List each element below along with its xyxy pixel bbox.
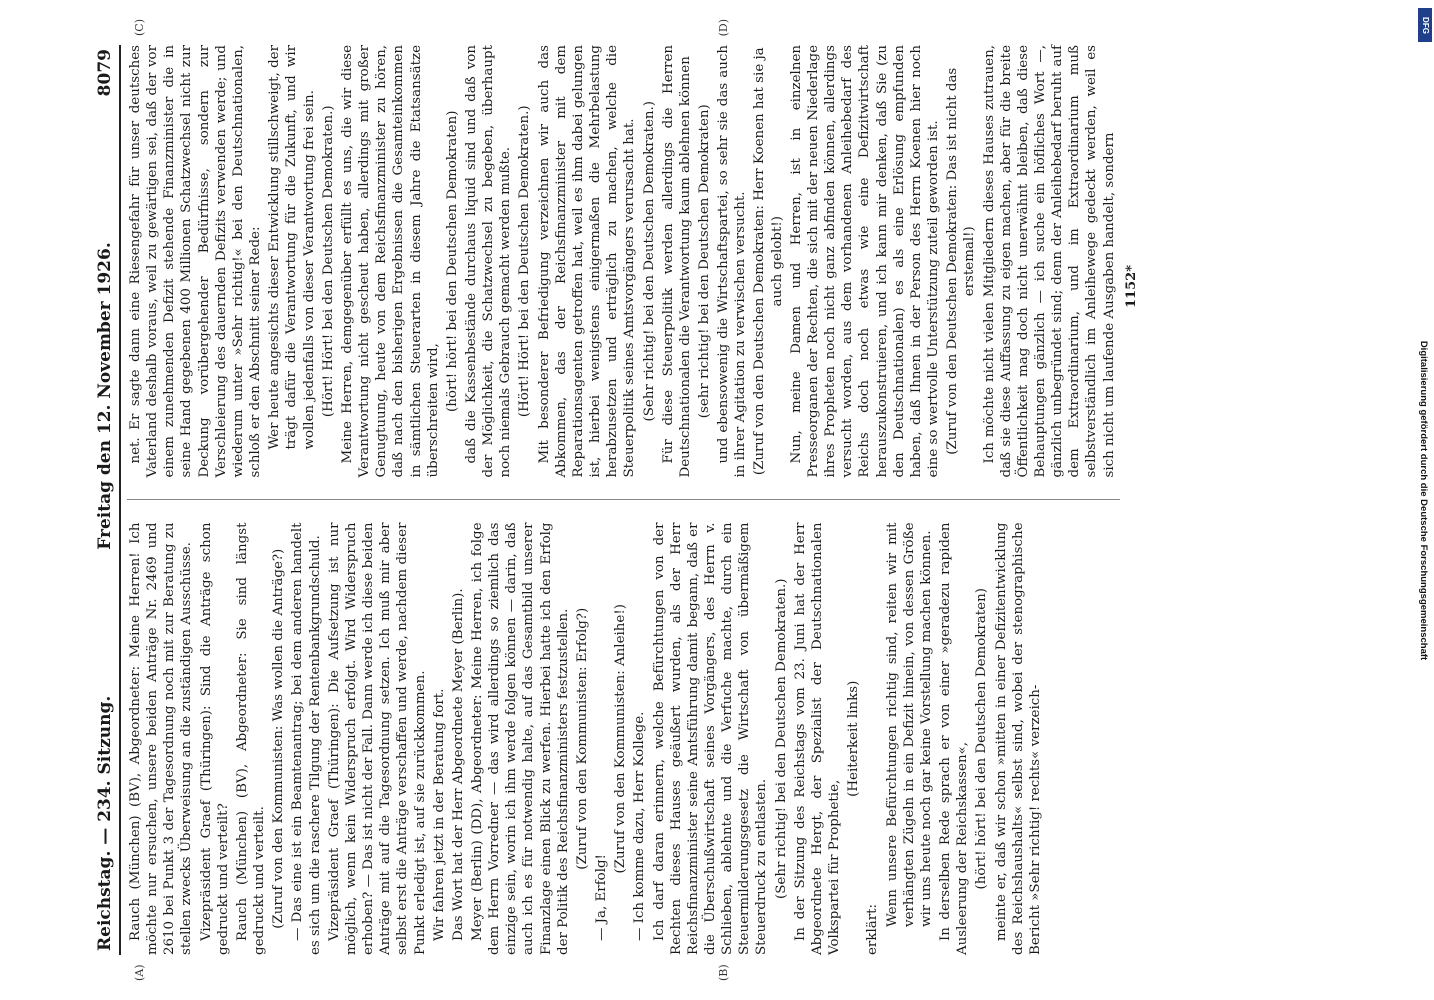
paragraph: (Zuruf von den Kommunisten: Anleihe!) [613,604,629,874]
paragraph: (hört! hört! bei den Deutschen Demokraten) [974,588,990,890]
marker-c: (C) [133,19,146,36]
signature-mark: 1152* [1123,265,1139,308]
paragraph: Vizepräsident Graef (Thüringen): Sind die Anträge schon gedruckt und verteilt? [198,522,231,955]
paragraph: (sehr richtig! bei den Deutschen Demokraten) [697,104,712,419]
paragraph: — Das eine ist ein Beamtenantrag; bei dem anderen handelt es sich um die raschere Tilgung der Rentenbankgrundschuld. [290,522,323,955]
paragraph: (Zuruf von den Deutschen Demokraten: Das ist nicht das erstemal!) [945,67,978,455]
marker-d: (D) [717,19,730,37]
paragraph: — Ich komme dazu, Herr Kollege. [632,711,648,941]
paragraph: meinte er, daß wir schon »mitten in einer Defizitentwicklung des Reichshaushalts« selbst sind, wobei der stenographische Bericht »Sehr richtig! rechts« verzeich- [993,522,1043,955]
header-left: Reichstag. — 234. Sitzung. [95,695,115,951]
paragraph: Wir fahren jetzt in der Beratung fort. [431,688,447,941]
paragraph: Rauch (München) (BV), Abgeordneter: Sie sind längst gedruckt und verteilt. [234,522,268,955]
paragraph: (Sehr richtig! bei den Deutschen Demokraten.) [641,101,657,422]
paragraph: Nun, meine Damen und Herren, ist in einzelnen Presseorganen der Rechten, die sich mit der neuen Niederlage ihres Propheten noch nicht ganz abfinden können, allerdings versucht worden, aus dem vorhandenen Anleihebedarf des Reichs doch noch etwas wie eine Defizitwirtschaft herauszukonstruieren, und ich kann mir denken, daß Sie (zu den Deutschnationalen) es als eine Erlösung empfunden haben, daß Ihnen in der Person des Herrn Koenen hier noch eine so wertvolle Unterstützung zuteil geworden ist. [788,45,942,478]
marker-a: (A) [133,964,146,981]
column-divider [127,500,1120,501]
marker-b: (B) [717,964,730,981]
right-column [127,45,1120,478]
paragraph: Das Wort hat der Herr Abgeordnete Meyer (Berlin). [450,588,466,941]
side-attribution [1416,8,1432,992]
paragraph: und ebensowenig die Wirtschaftspartei, so sehr sie das auch in ihrer Agitation zu verwischen versucht. [716,45,749,478]
paragraph: Wer heute angesichts dieser Entwicklung stillschweigt, der trägt dafür die Verantwortung für die Zukunft, und wir wollen jedenfalls von dieser Verantwortung frei sein. [267,45,317,450]
paragraph: Ich darf daran erinnern, welche Befürchtungen von der Rechten dieses Hauses geäußert wurden, als der Herr Reichsfinanzminister seine Amtsführung damit begann, daß er die Überschußwirtschaft seines Vorgängers, des Herrn v. Schlieben, ablehnte und die Verfuche machte, durch ein Steuermilderungsgesetz die Wirtschaft von übermäßigem Steuerdruck zu entlasten. [651,522,770,955]
dfg-badge-text: DFG [1420,16,1430,34]
text-columns [127,19,1120,981]
paragraph: In derselben Rede sprach er von einer »geradezu rapiden Ausleerung der Reichskassen«, [938,522,971,955]
paragraph: (Sehr richtig! bei den Deutschen Demokraten.) [773,578,789,899]
paragraph: (Hört! Hört! bei den Deutschen Demokraten.) [320,105,336,418]
dfg-logo-badge [1418,8,1432,42]
paragraph: (Zuruf von den Kommunisten: Erfolg?) [574,607,590,870]
paragraph: daß die Kassenbestände durchaus liquid sind und daß von der Möglichkeit, die Schatzwechsel zu begeben, überhaupt noch niemals Gebrauch gemacht werden mußte. [463,45,514,478]
paragraph: — Ja, Erfolg! [594,854,610,941]
paragraph: Mit besonderer Befriedigung verzeichnen wir auch das Abkommen, das der Reichsfinanzminister mit dem Reparationsagenten getroffen hat, weil es ihm dabei gelungen ist, hierbei wenigstens einigermaßen die Mehrbelastung herabzusetzen und erträglich zu machen, welche die Steuerpolitik seines Amtsvorgängers verursacht hat. [536,45,638,478]
header-date: Freitag den 12. November 1926. [95,242,115,550]
paragraph: (Zuruf von den Kommunisten: Was wollen die Anträge?) [271,548,287,929]
paragraph: In der Sitzung des Reichstags vom 23. Juni hat der Herr Abgeordnete Hergt, der Spezialist der Deutschnationalen Volkspartei für Prophetie, [792,522,843,955]
paragraph: Für diese Steuerpolitik werden allerdings die Herren Deutschnationalen die Verantwortung kaum ablehnen können [660,45,693,478]
document-page [95,19,1315,981]
paragraph: erklärt: [865,904,881,955]
paragraph: Meyer (Berlin) (DD), Abgeordneter: Meine Herren, ich folge dem Herrn Vorredner — das wird allerdings so ziemlich das einzige sein, worin ich ihm werde folgen können — darin, daß auch ich es für notwendig halte, auf das Gesamtbild unserer Finanzlage einen Blick zu werfen. Hierbei hatte ich den Erfolg der Politik des Reichsfinanzministers festzustellen. [469,522,571,955]
paragraph: Ich möchte nicht vielen Mitgliedern dieses Hauses zutrauen, daß sie diese Auffassung zu eigen machen, aber für die breite Öffentlichkeit mag doch nicht unerwähnt bleiben, daß diese Behauptungen gänzlich — ich suche ein höfliches Wort —, gänzlich unbegründet sind; denn der Anleihebedarf beruht auf dem Extraordinarium, und im Extraordinarium muß selbstverständlich im Anleihewege gedeckt werden, weil es sich nicht um laufende Ausgaben handelt, sondern [981,45,1117,478]
paragraph: Rauch (München) (BV), Abgeordneter: Meine Herren! Ich möchte nur ersuchen, unsere beiden Anträge Nr. 2469 und 2610 bei Punkt 3 der Tagesordnung noch mit zur Beratung zu stellen zwecks Überweisung an die zuständigen Ausschüsse. [128,522,195,955]
paragraph: Wenn unsere Befürchtungen richtig sind, reiten wir mit verhängten Zügeln in ein Defizit hinein, von dessen Größe wir uns heute noch gar keine Vorstellung machen können. [884,522,934,927]
paragraph: Meine Herren, demgegenüber erfüllt es uns, die wir diese Verantwortung nicht gescheut haben, allerdings mit großer Genugtuung, heute von dem Reichsfinanzminister zu hören, daß nach den bisherigen Ergebnissen die Gesamteinkommen in sämtlichen Steuerarten in diesem Jahre die Etatsansätze überschreiten wird, [339,45,441,478]
left-column [127,523,1120,956]
attribution-text: Digitalisierung gefördert durch die Deutsche Forschungsgemeinschaft [1418,340,1430,660]
paragraph: net. Er sagte dann eine Riesengefahr für unser deutsches Vaterland deshalb voraus, weil zu gewärtigen sei, daß der vor einem zunehmenden Defizit stehende Finanzminister die in seine Hand gegebenen 400 Millionen Schatzwechsel nicht zur Deckung vorübergehender Bedürfnisse, sondern zur Verschleierung des dauernden Defizits verwenden werde; und wiederum unter »Sehr richtig!« bei den Deutschnationalen, schloß er den Abschnitt seiner Rede: [128,45,264,478]
paragraph: (Hört! Hört! bei den Deutschen Demokraten.) [517,105,533,418]
paragraph: (hört! hört! bei den Deutschen Demokraten) [444,110,460,412]
page-number: 8079 [95,49,115,97]
paragraph: (Heiterkeit links) [846,680,862,797]
page-header [95,45,121,955]
paragraph: Vizepräsident Graef (Thüringen): Die Aufsetzung ist nur möglich, wenn kein Widerspruch erfolgt. Wird Widerspruch erhoben? — Das ist nicht der Fall. Dann werde ich diese beiden Anträge mit auf die Tagesordnung setzen. Ich muß mir aber selbst erst die Anträge verschaffen und werde, nachdem dieser Punkt erledigt ist, auf sie zurückkommen. [326,522,428,955]
paragraph: (Zuruf von den Deutschen Demokraten: Herr Koenen hat sie ja auch gelobt!) [752,47,785,476]
